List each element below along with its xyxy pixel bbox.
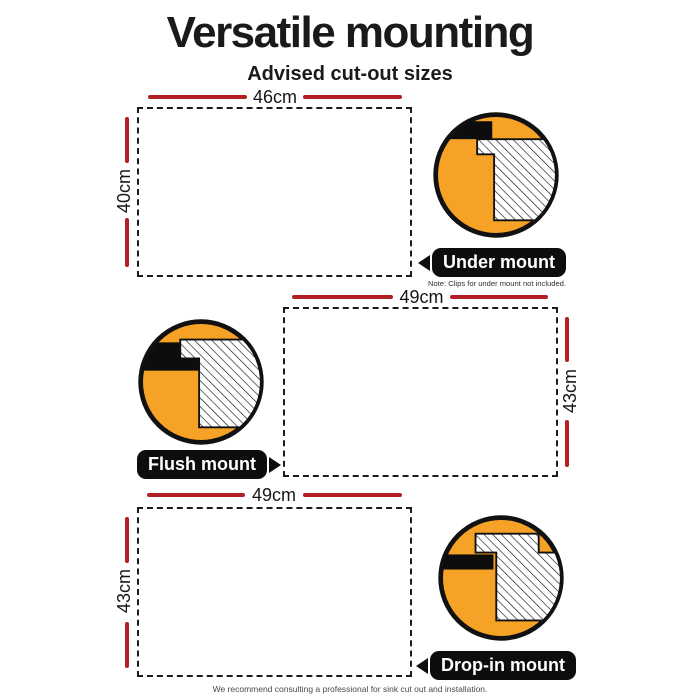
flush-mount-label-group <box>137 450 281 479</box>
dimension-line <box>148 95 247 99</box>
dimension-line <box>125 517 129 563</box>
right-arrow-icon <box>269 457 281 473</box>
dimension-line <box>565 317 569 362</box>
drop-in-mount-label-group <box>416 651 576 680</box>
page-title: Versatile mounting <box>166 8 534 57</box>
page-subtitle: Advised cut-out sizes <box>247 63 453 85</box>
height-dimension-label: 43cm <box>560 369 580 414</box>
footer-note: We recommend consulting a professional for sink cut out and installation. <box>212 684 488 694</box>
under-mount-cross-section-icon <box>430 109 562 241</box>
cutout-rectangle-under-mount <box>137 107 412 277</box>
height-dimension-label: 43cm <box>114 569 134 614</box>
dimension-line <box>303 493 402 497</box>
dimension-line <box>450 295 548 299</box>
drop-in-mount-label: Drop-in mount <box>430 651 576 680</box>
under-mount-label-group <box>418 248 566 277</box>
flush-mount-label: Flush mount <box>137 450 267 479</box>
left-arrow-icon <box>416 658 428 674</box>
dimension-line <box>303 95 402 99</box>
left-arrow-icon <box>418 255 430 271</box>
under-mount-label: Under mount <box>432 248 566 277</box>
dimension-line <box>565 420 569 467</box>
dimension-line <box>147 493 245 497</box>
width-dimension-label: 49cm <box>399 287 444 307</box>
under-mount-note: Note: Clips for under mount not included. <box>427 279 567 288</box>
width-dimension-label: 46cm <box>252 87 297 107</box>
dimension-line <box>292 295 393 299</box>
dimension-line <box>125 622 129 668</box>
height-dimension-label: 40cm <box>114 169 134 214</box>
dimension-line <box>125 218 129 267</box>
flush-mount-cross-section-icon <box>135 316 267 448</box>
cutout-rectangle-drop-in-mount <box>137 507 412 677</box>
dimension-line <box>125 117 129 163</box>
cutout-rectangle-flush-mount <box>283 307 558 477</box>
drop-in-mount-cross-section-icon <box>435 512 567 644</box>
width-dimension-label: 49cm <box>251 485 296 505</box>
